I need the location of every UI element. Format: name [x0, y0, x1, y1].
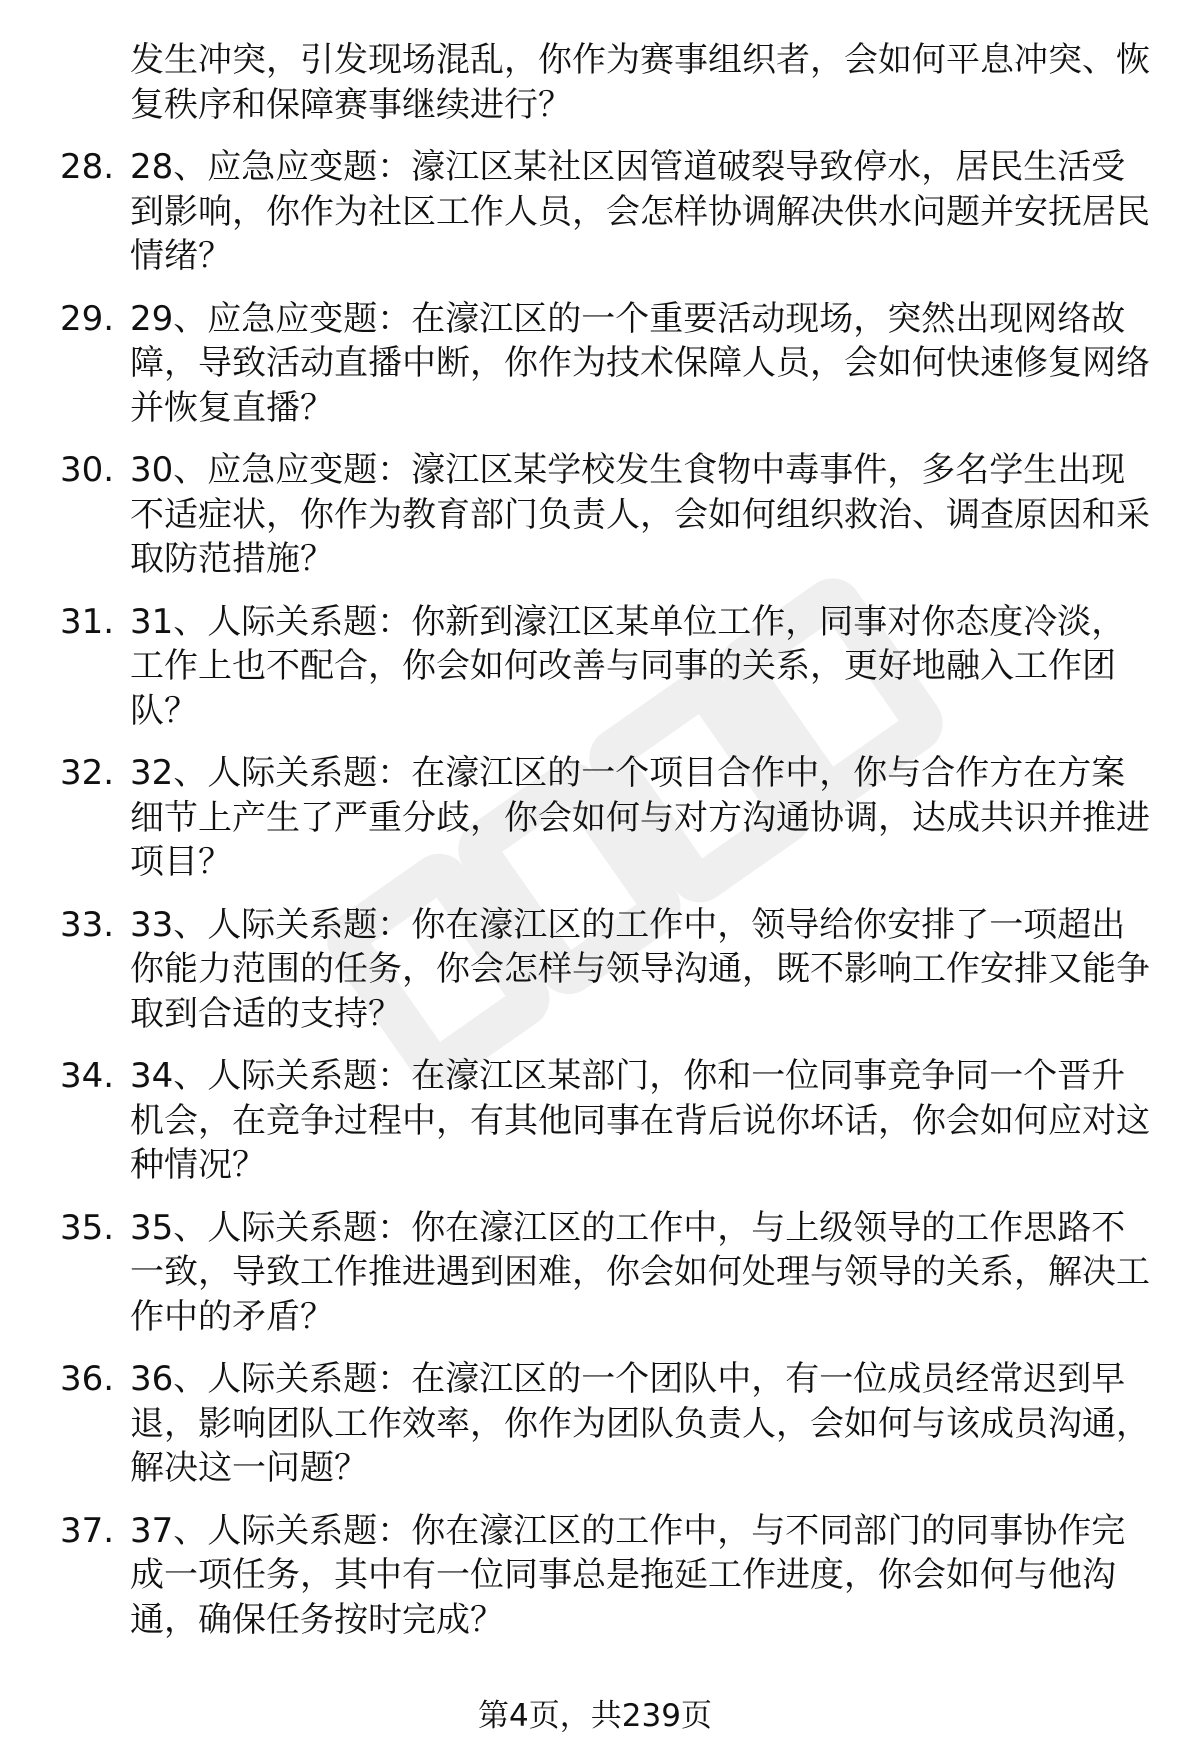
question-list: [0, 38, 1190, 1642]
list-item: [0, 600, 1190, 734]
item-text: 35、人际关系题：你在濠江区的工作中，与上级领导的工作思路不一致，导致工作推进遇到困难，你会如何处理与领导的关系，解决工作中的矛盾？: [130, 1207, 1150, 1337]
list-item: [0, 903, 1190, 1037]
item-number: 32.: [60, 753, 115, 793]
list-item: [0, 751, 1190, 885]
item-text: 34、人际关系题：在濠江区某部门，你和一位同事竞争同一个晋升机会，在竞争过程中，有其他同事在背后说你坏话，你会如何应对这种情况？: [130, 1056, 1150, 1185]
item-number: 30.: [60, 450, 115, 490]
item-number: 29.: [60, 298, 115, 339]
item-number: 28.: [60, 147, 115, 187]
item-text: 28、应急应变题：濠江区某社区因管道破裂导致停水，居民生活受到影响，你作为社区工作人员，会怎样协调解决供水问题并安抚居民情绪？: [130, 147, 1150, 276]
list-item: [0, 38, 1190, 127]
list-item: [0, 1357, 1190, 1491]
item-number: 31.: [60, 601, 115, 642]
item-text: 31、人际关系题：你新到濠江区某单位工作，同事对你态度冷淡，工作上也不配合，你会如何改善与同事的关系，更好地融入工作团队？: [130, 601, 1126, 731]
item-number: 33.: [60, 904, 115, 945]
item-text: 29、应急应变题：在濠江区的一个重要活动现场，突然出现网络故障，导致活动直播中断，你作为技术保障人员，会如何快速修复网络并恢复直播？: [130, 298, 1150, 428]
item-text: 发生冲突，引发现场混乱，你作为赛事组织者，会如何平息冲突、恢复秩序和保障赛事继续进行？: [130, 40, 1150, 125]
item-text: 36、人际关系题：在濠江区的一个团队中，有一位成员经常迟到早退，影响团队工作效率，你作为团队负责人，会如何与该成员沟通，解决这一问题？: [130, 1359, 1150, 1488]
item-text: 37、人际关系题：你在濠江区的工作中，与不同部门的同事协作完成一项任务，其中有一位同事总是拖延工作进度，你会如何与他沟通，确保任务按时完成？: [130, 1510, 1126, 1640]
item-number: 35.: [60, 1207, 115, 1248]
list-item: [0, 1054, 1190, 1188]
list-item: [0, 145, 1190, 279]
item-text: 33、人际关系题：你在濠江区的工作中，领导给你安排了一项超出你能力范围的任务，你会怎样与领导沟通，既不影响工作安排又能争取到合适的支持？: [130, 904, 1150, 1034]
item-number: 34.: [60, 1056, 115, 1096]
page-footer: 第4页，共239页: [478, 1698, 712, 1734]
item-number: 37.: [60, 1510, 115, 1551]
list-item: [0, 448, 1190, 582]
list-item: [0, 1509, 1190, 1643]
item-text: 32、人际关系题：在濠江区的一个项目合作中，你与合作方在方案细节上产生了严重分歧，你会如何与对方沟通协调，达成共识并推进项目？: [130, 753, 1150, 882]
item-number: 36.: [60, 1359, 115, 1399]
list-item: [0, 1206, 1190, 1340]
list-item: [0, 297, 1190, 431]
item-text: 30、应急应变题：濠江区某学校发生食物中毒事件，多名学生出现不适症状，你作为教育部门负责人，会如何组织救治、调查原因和采取防范措施？: [130, 450, 1150, 579]
